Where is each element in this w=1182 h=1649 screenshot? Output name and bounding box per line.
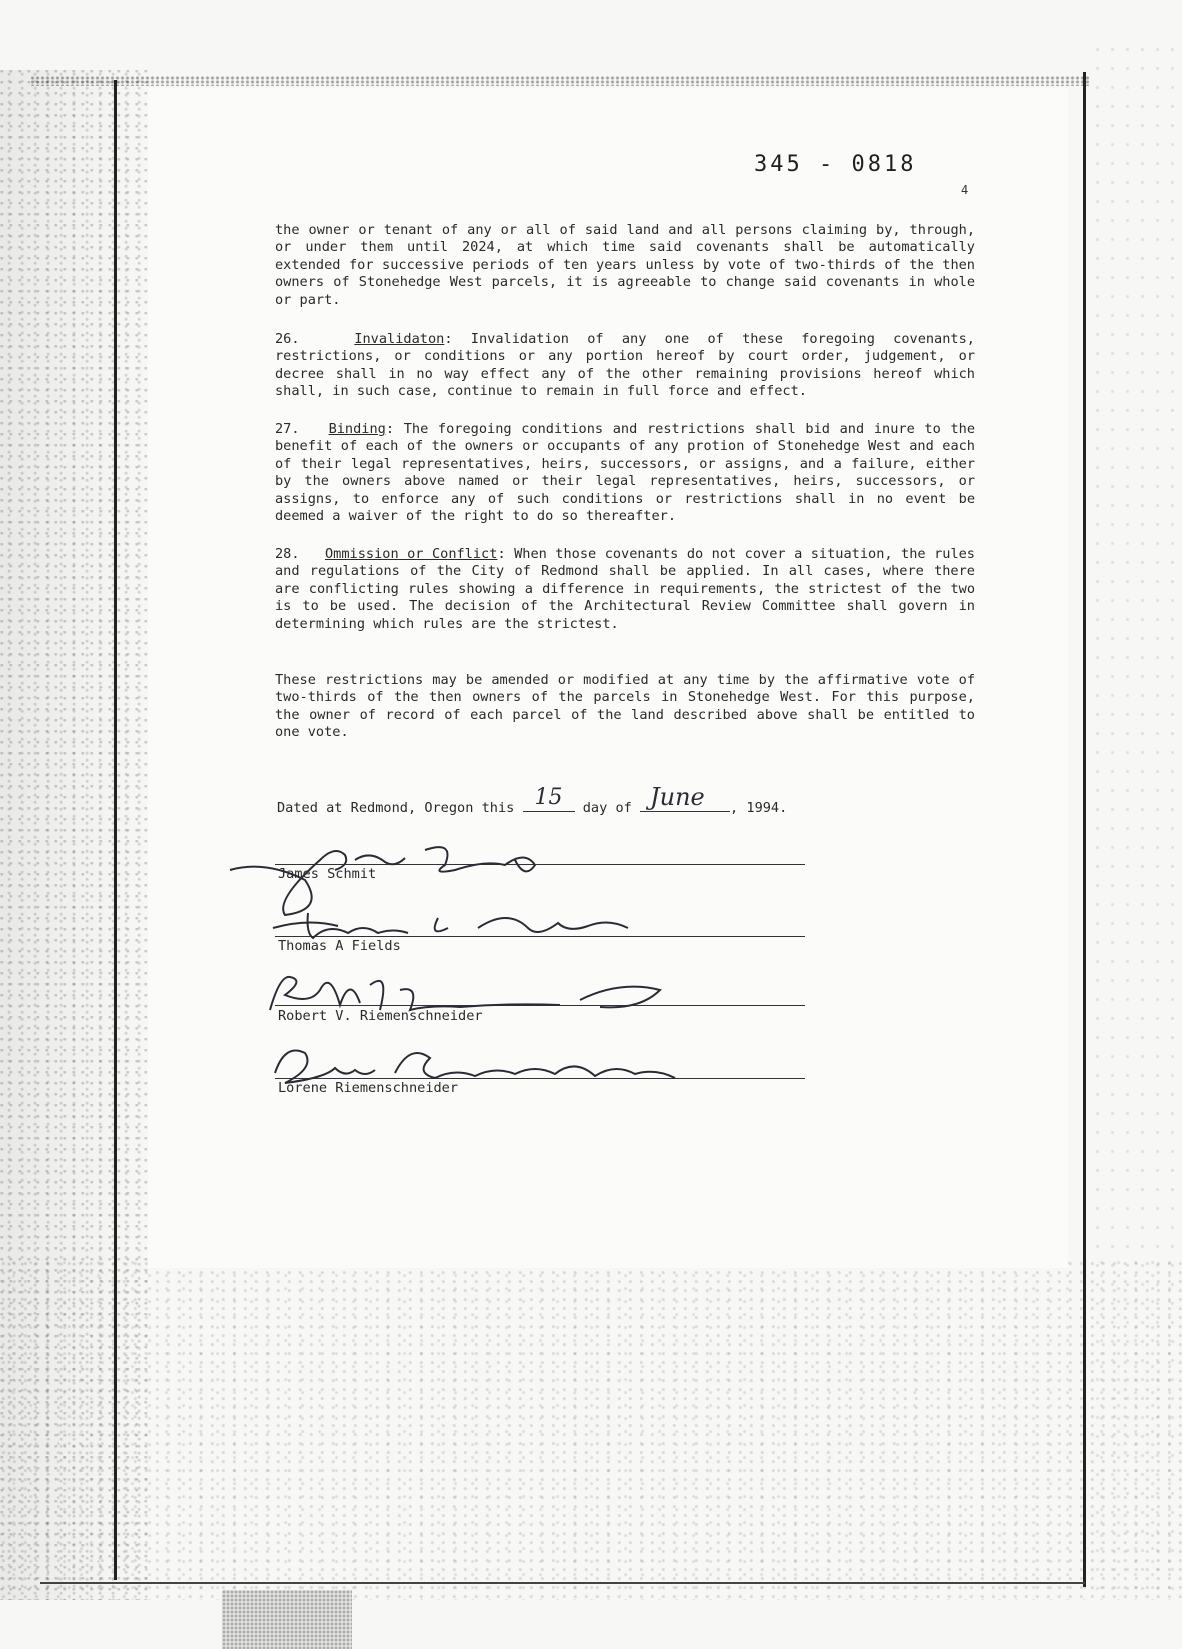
scan-noise-bottom — [0, 1260, 1182, 1600]
scan-edge-right — [1083, 72, 1086, 1587]
page-number: 4 — [961, 183, 969, 197]
day-handwritten: 15 — [534, 785, 563, 810]
month-blank — [640, 783, 730, 812]
section-number: 27. — [275, 421, 300, 437]
section-heading: Ommission or Conflict — [324, 546, 498, 562]
scan-tab — [222, 1590, 352, 1649]
scan-noise-top — [30, 76, 1090, 86]
scan-edge-bottom — [40, 1582, 1085, 1584]
scan-edge-left — [114, 80, 117, 1580]
section-28 — [275, 546, 975, 633]
signatory-name: Thomas A Fields — [278, 938, 401, 954]
section-text: : The foregoing conditions and restrictions shall bid and inure to the benefit of each of the owners or occupants of any protion of Stonehedge West and each of their legal representatives, heirs, successors, or assigns, and a failure, either by the owners above named or their legal representatives, heirs, successors, or assigns, to enforce any of such conditions or restrictions shall in no event be deemed a waiver of the right to do so thereafter. — [275, 421, 976, 525]
signature-robert-riemenschneider — [260, 965, 680, 1025]
section-26 — [275, 331, 975, 401]
dated-line — [277, 783, 788, 816]
section-number: 26. — [275, 331, 300, 347]
dated-suffix: , 1994. — [730, 800, 788, 816]
signatory-name: James Schmit — [278, 866, 377, 882]
day-blank — [523, 785, 575, 812]
dated-prefix: Dated at Redmond, Oregon this — [277, 800, 515, 816]
signature-lorene-riemenschneider — [265, 1038, 705, 1093]
section-number: 28. — [275, 546, 300, 562]
section-text: : Invalidation of any one of these foregoing covenants, restrictions, or conditions or any portion hereof by court order, judgement, or decree shall in no way effect any of the other remaining provisions hereof which shall, in such case, continue to remain in full force and effect. — [275, 331, 975, 400]
opening-paragraph: the owner or tenant of any or all of said land and all persons claiming by, through, or under them until 2024, at which time said covenants shall be automatically extended for successive periods of ten years unless by vote of two-thirds of the then owners of Stonehedge West parcels, it is agreeable to change said covenants in whole or part. — [275, 222, 975, 308]
section-heading: Binding — [328, 421, 386, 437]
section-heading: Invalidaton — [354, 331, 445, 347]
dated-middle: day of — [582, 800, 632, 816]
signature-thomas-fields — [268, 898, 648, 948]
signatory-name: Lorene Riemenschneider — [278, 1080, 459, 1096]
section-text: : When those covenants do not cover a situation, the rules and regulations of the City of Redmond shall be applied. In all cases, where there are conflicting rules showing a difference in requirements, the strictest of the two is to be used. The decision of the Architectural Review Committee shall govern in determining which rules are the strictest. — [275, 546, 975, 632]
amendment-paragraph: These restrictions may be amended or modified at any time by the affirmative vote of two-thirds of the then owners of the parcels in Stonehedge West. For this purpose, the owner of record of each parcel of the land described above shall be entitled to one vote. — [275, 672, 975, 741]
month-handwritten: June — [650, 783, 705, 811]
document-number: 345 - 0818 — [754, 152, 917, 177]
section-27 — [275, 421, 975, 525]
signatory-name: Robert V. Riemenschneider — [278, 1008, 483, 1024]
